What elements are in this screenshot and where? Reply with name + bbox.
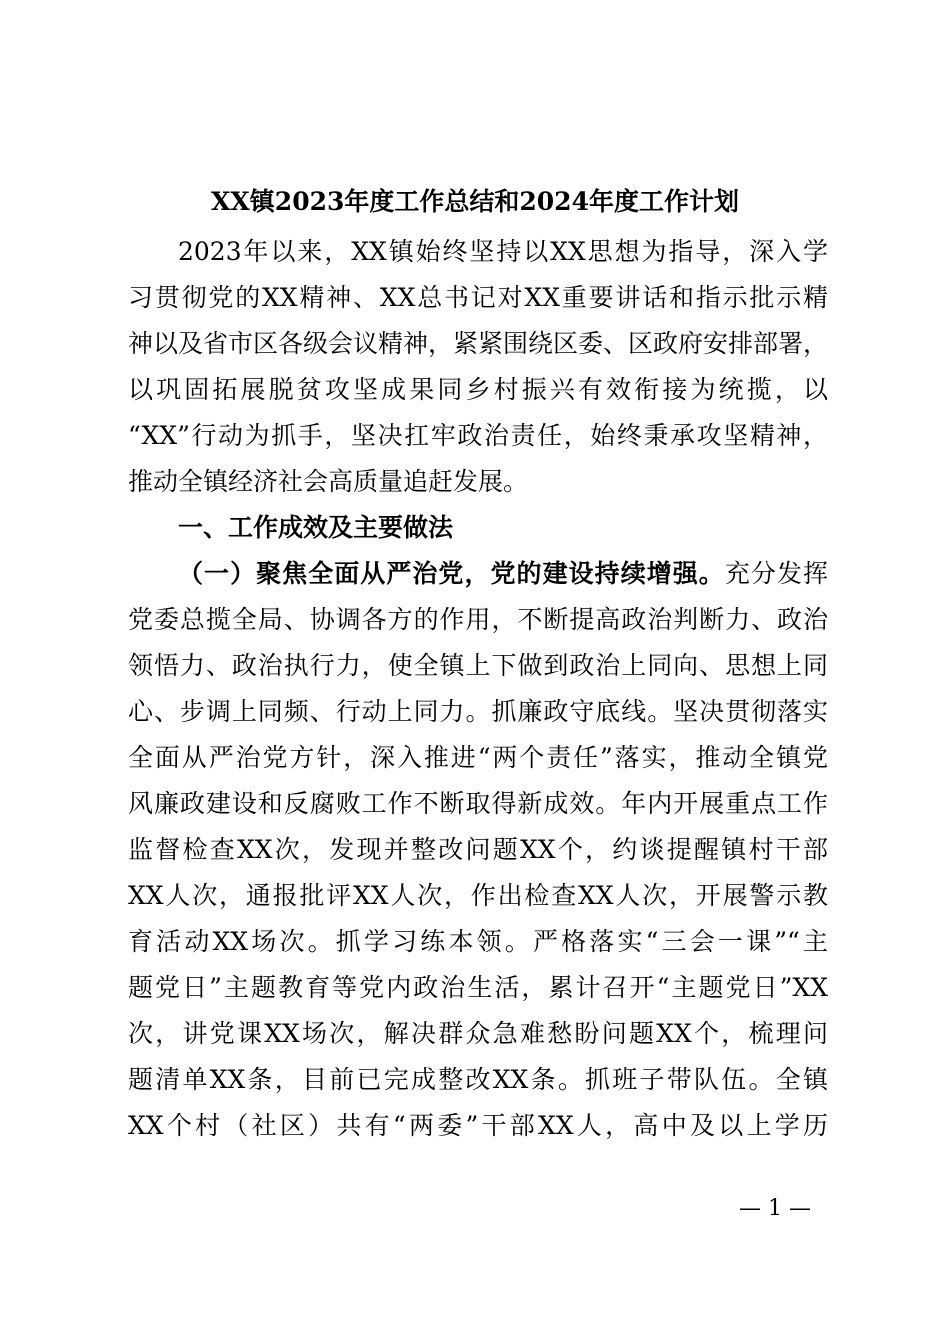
intro-line: 以巩固拓展脱贫攻坚成果同乡村振兴有效衔接为统揽，以	[128, 375, 828, 404]
body-line: XX个村（社区）共有“两委”干部XX人，高中及以上学历	[128, 1111, 828, 1140]
intro-line: 神以及省市区各级会议精神，紧紧围绕区委、区政府安排部署，	[128, 329, 829, 358]
section-heading: 一、工作成效及主要做法	[178, 513, 454, 542]
body-line: 党委总揽全局、协调各方的作用，不断提高政治判断力、政治	[128, 605, 828, 634]
body-line: 监督检查XX次，发现并整改问题XX个，约谈提醒镇村干部	[128, 835, 828, 864]
intro-line: 推动全镇经济社会高质量追赶发展。	[128, 467, 529, 496]
body-line: 领悟力、政治执行力，使全镇上下做到政治上同向、思想上同	[128, 651, 828, 680]
intro-line: 2023年以来，XX镇始终坚持以XX思想为指导，深入学	[178, 237, 828, 266]
body-line: 题党日”主题教育等党内政治生活，累计召开“主题党日”XX	[128, 973, 828, 1002]
intro-line: “XX”行动为抓手，坚决扛牢政治责任，始终秉承攻坚精神，	[128, 421, 828, 450]
body-line: 全面从严治党方针，深入推进“两个责任”落实，推动全镇党	[128, 743, 828, 772]
body-line: XX人次，通报批评XX人次，作出检查XX人次，开展警示教	[128, 881, 828, 910]
body-line: 次，讲党课XX场次，解决群众急难愁盼问题XX个，梳理问	[128, 1019, 828, 1048]
body-line: 心、步调上同频、行动上同力。抓廉政守底线。坚决贯彻落实	[128, 697, 828, 726]
page-number: — 1 —	[739, 1196, 811, 1221]
intro-line: 习贯彻党的XX精神、XX总书记对XX重要讲话和指示批示精	[128, 283, 828, 312]
document-title: XX镇2023年度工作总结和2024年度工作计划	[211, 187, 739, 216]
subsection-first-line	[178, 554, 828, 594]
body-line: 育活动XX场次。抓学习练本领。严格落实“三会一课”“主	[128, 927, 828, 956]
body-line: 风廉政建设和反腐败工作不断取得新成效。年内开展重点工作	[128, 789, 828, 818]
subsection-heading: （一）聚焦全面从严治党，党的建设持续增强。	[178, 559, 725, 588]
body-line: 题清单XX条，目前已完成整改XX条。抓班子带队伍。全镇	[128, 1065, 828, 1094]
subsection-line-rest: 充分发挥	[724, 559, 828, 588]
